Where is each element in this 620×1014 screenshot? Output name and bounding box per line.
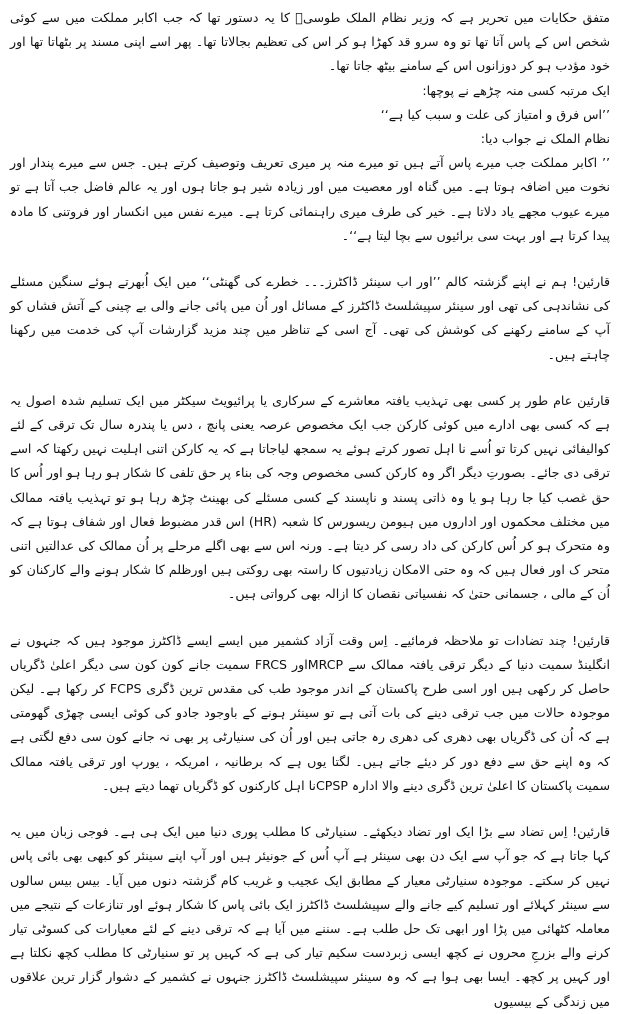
- intro-answer-quote: ’’ اکابر مملکت جب میرے پاس آتے ہیں تو میرے منہ پر میری تعریف وتوصیف کرتے ہیں۔ جس سے میرے پندار اور نخوت میں اضافہ ہوتا ہے۔ میں گناہ اور معصیت میں اور زیادہ شیر ہو جاتا ہوں اور یہ عالم فاضل جب آتا ہے تو میرے عیوب مجھے یاد دلاتا ہے۔ خیر کی طرف میری راہنمائی کرتا ہے۔ میرے نفس میں انکسار اور فروتنی کا مادہ پیدا کرتا ہے اور بہت سی برائیوں سے بچا لیتا ہے‘‘۔: [10, 155, 610, 243]
- paragraph-spacer: [10, 798, 610, 820]
- paragraph-contradictions: قارئین! چند تضادات تو ملاحظہ فرمائیے۔ اِس وقت آزاد کشمیر میں ایسے ایسے ڈاکٹرز موجود ہیں کہ جنہوں نے انگلینڈ سمیت دنیا کے دیگر ترقی یافتہ ممالک سے MRCPاور FRCS سمیت جانے کون کون سی دیگر اعلیٰ ڈگریاں حاصل کر رکھی ہیں اور اسی طرح پاکستان کے اندر موجود طب کی مقدس ترین ڈگری FCPS کر رکھا ہے۔ لیکن موجودہ حالات میں جب ترقی دینے کی بات آتی ہے تو سینئر ہونے کے باوجود جادو کی کوئی ایسی چھڑی گھومتی ہے کہ اُن کی ڈگریاں بھی دھری کی دھری رہ جاتی ہیں اور اُن کی سنیارٹی پر بھی نہ جانے کون سی دفع لگتی ہے کہ وہ اپنے حق سے دفع دور کر دیئے جاتے ہیں۔ لگتا یوں ہے کہ برطانیہ ، امریکہ ، یورپ اور ترقی یافتہ ممالک سمیت پاکستان کا اعلیٰ ترین ڈگری دینے والا ادارہ CPSPنا اہل کارکنوں کو ڈگریاں تھما دیتے ہیں۔: [10, 632, 610, 793]
- intro-paragraph: متفق حکایات میں تحریر ہے کہ وزیر نظام الملک طوسیؒ کا یہ دستور تھا کہ جب اکابر مملکت میں سے کوئی شخص اس کے پاس آتا تھا تو وہ سرو قد کھڑا ہو کر اس کی تعظیم بجالاتا تھا۔ پھر اسے اپنی مسند پر بٹھاتا تھا اور خود مؤدب ہو کر دوزانوں اس کے سامنے بیٹھ جاتا تھا۔: [10, 10, 610, 74]
- intro-question-quote: ’’اس فرق و امتیاز کی علت و سبب کیا ہے‘‘: [380, 106, 610, 122]
- paragraph-spacer: [10, 248, 610, 270]
- intro-asked-line: ایک مرتبہ کسی منہ چڑھے نے پوچھا:: [422, 82, 610, 98]
- paragraph-spacer: [10, 607, 610, 629]
- paragraph-previous-column: قارئین! ہم نے اپنے گزشتہ کالم ’’اور اب سینئر ڈاکٹرز۔۔۔ خطرے کی گھنٹی‘‘ میں ایک اُبھرتے ہوئے سنگین مسئلے کی نشاندہی کی تھی اور سینئر سپیشلسٹ ڈاکٹرز کے مسائل اور اُن میں پائی جانے والی بے چینی کے آتش فشاں کو آپ کے سامنے رکھنے کی کوشش کی تھی۔ آج اسی کے تناظر میں چند مزید گزارشات آپ کی خدمت میں رکھنا چاہتے ہیں۔: [10, 274, 611, 362]
- paragraph-spacer: [10, 367, 610, 389]
- intro-answered-line: نظام الملک نے جواب دیا:: [480, 131, 610, 147]
- paragraph-seniority: قارئین! اِس تضاد سے بڑا ایک اور تضاد دیکھئے۔ سنیارٹی کا مطلب پوری دنیا میں ایک ہی ہے۔ فوجی زبان میں یہ کہا جاتا ہے کہ جو آپ سے ایک دن بھی سینئر ہے آپ اُس کے جونیئر ہیں اور آپ اپنے سینئر کو کبھی بھی بائی پاس نہیں کر سکتے۔ موجودہ سنیارٹی معیار کے مطابق ایک عجیب و غریب کام گزشتہ دنوں میں آیا۔ بیس بیس سالوں سے سینئر کہلائے اور تسلیم کیے جانے والے سپیشلسٹ ڈاکٹرز ایک بائی پاس کا شکار ہوئے اور تنازعات کے نتیجے میں معاملہ کٹھائی میں پڑا اور ابھی تک حل طلب ہے۔ سننے میں آیا ہے کہ ترقی دینے کے لئے معیارات کی کسوٹی تیار کرنے والے بزرجِ محروں نے کچھ ایسی زبردست سکیم تیار کی ہے کہ کہیں پر تو سنیارٹی کا مطلب کچھ نکلتا ہے اور کہیں پر کچھ۔ ایسا بھی ہوا ہے کہ وہ سینئر سپیشلسٹ ڈاکٹرز جنہوں نے کشمیر کے دشوار گزار ترین علاقوں میں زندگی کے بیسیوں: [10, 824, 610, 1009]
- paragraph-promotion-principle: قارئین عام طور پر کسی بھی تہذیب یافتہ معاشرے کے سرکاری یا پرائیویٹ سیکٹر میں ایک تسلیم شدہ اصول یہ ہے کہ کسی بھی ادارے میں کوئی کارکن جب ایک مخصوص عرصہ یعنی پانچ ، دس یا پندرہ سال تک ترقی کے لئے کوالیفائی نہیں کرتا تو اُسے نا اہل تصور کرتے ہوئے یہ سمجھ لیاجاتا ہے کہ یہ کارکن اتنی اہلیت نہیں رکھتا کہ اسے ترقی دی جائے۔ بصورتِ دیگر اگر وہ کارکن کسی مخصوص وجہ کی بناء پر حق تلفی کا شکار ہو رہا ہو اور اُس کا حق غصب کیا جا رہا ہو یا وہ ذاتی پسند و ناپسند کے کسی مسئلے کی بھینٹ چڑھ رہا ہو تو تہذیب یافتہ ممالک میں مختلف محکموں اور اداروں میں ہیومن ریسورس کا شعبہ (HR) اس قدر مضبوط فعال اور شفاف ہوتا ہے کہ وہ متحرک ہو کر اُس کارکن کی داد رسی کر دیتا ہے۔ ورنہ اس سے بھی اگلے مرحلے پر اُن ممالک کی عدالتیں اتنی متحر ک اور فعال ہیں کہ وہ حتی الامکان زیادتیوں کا راستہ بھی روکتی ہیں اورظلم کا شکار ہونے والے کارکنان کو اُن کے مالی ، جسمانی حتیٰ کہ نفسیاتی نقصان کا ازالہ بھی کرواتی ہیں۔: [10, 392, 610, 602]
